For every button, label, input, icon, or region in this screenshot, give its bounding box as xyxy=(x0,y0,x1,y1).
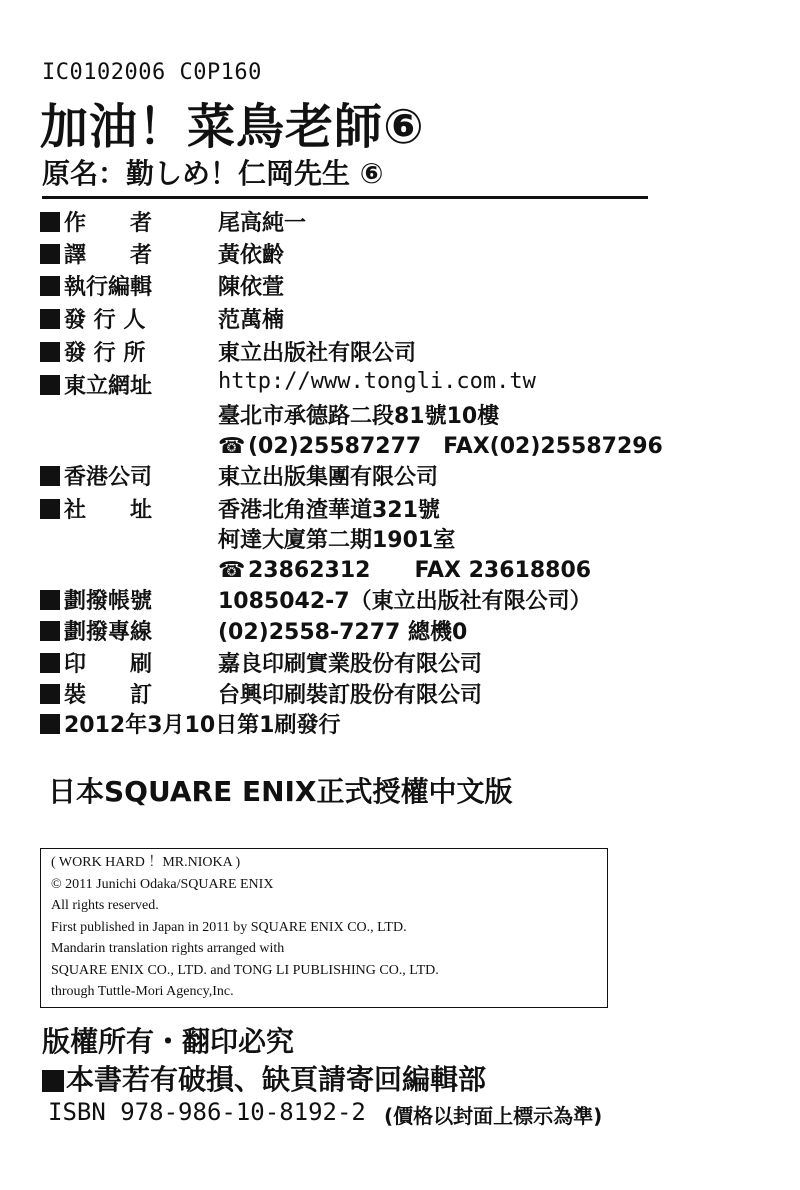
credit-label: 發 行 所 xyxy=(64,341,146,366)
credit-row-editor xyxy=(40,270,285,300)
bullet-square-icon xyxy=(42,1070,64,1092)
website-url: http://www.tongli.com.tw xyxy=(218,369,536,394)
credit-label: 印 刷 xyxy=(64,652,153,677)
credit-value: 台興印刷裝訂股份有限公司 xyxy=(218,683,483,708)
credit-value: 嘉良印刷實業股份有限公司 xyxy=(218,652,483,677)
print-date: 2012年3月10日第1刷發行 xyxy=(64,713,341,738)
copyright-line: First published in Japan in 2011 by SQUARE ENIX CO., LTD. xyxy=(51,919,407,935)
credit-label: 劃撥帳號 xyxy=(64,589,153,614)
bullet-square-icon xyxy=(40,244,60,264)
copyright-line: ( WORK HARD ！MR.NIOKA ) xyxy=(51,855,241,870)
bullet-square-icon xyxy=(40,276,60,296)
credit-value: 東立出版社有限公司 xyxy=(218,341,417,366)
credit-label: 執行編輯 xyxy=(64,275,153,300)
credit-row-publisher xyxy=(40,303,285,333)
price-note: (價格以封面上標示為準) xyxy=(384,1104,603,1128)
copyright-line: All rights reserved. xyxy=(51,898,159,913)
copyright-box xyxy=(40,848,608,1008)
credit-value: 范萬楠 xyxy=(218,308,285,333)
credit-row-website xyxy=(40,369,536,399)
product-code: IC0102006 C0P160 xyxy=(42,60,262,85)
bullet-square-icon xyxy=(40,375,60,395)
bullet-square-icon xyxy=(40,590,60,610)
credit-label: 發 行 人 xyxy=(64,308,146,333)
credit-row-hk-address xyxy=(40,493,440,523)
hk-address-line2: 柯達大廈第二期1901室 xyxy=(218,528,456,553)
credit-label: 劃撥專線 xyxy=(64,620,153,645)
bullet-square-icon xyxy=(40,714,60,734)
credit-value: 香港北角渣華道321號 xyxy=(218,498,440,523)
credit-row-postal-line xyxy=(40,615,468,645)
credit-label: 社 址 xyxy=(64,498,153,523)
original-title: 原名：勤しめ！仁岡先生 ⑥ xyxy=(42,157,384,190)
credit-value: 黃依齡 xyxy=(218,243,285,268)
credit-row-printer xyxy=(40,647,483,677)
copyright-line: SQUARE ENIX CO., LTD. and TONG LI PUBLISHING CO., LTD. xyxy=(51,962,439,978)
bullet-square-icon xyxy=(40,212,60,232)
credit-row-binding xyxy=(40,678,483,708)
credit-row-publishing-house xyxy=(40,336,417,366)
tongli-phone-row xyxy=(218,429,663,459)
copyright-line: Mandarin translation rights arranged with xyxy=(51,941,285,956)
bullet-square-icon xyxy=(40,309,60,329)
bullet-square-icon xyxy=(40,342,60,362)
credit-row-hk-company xyxy=(40,460,439,490)
authorization-notice: 日本SQUARE ENIX正式授權中文版 xyxy=(48,775,513,808)
bullet-square-icon xyxy=(40,684,60,704)
telephone-icon: ☎ xyxy=(218,558,246,583)
bullet-square-icon xyxy=(40,621,60,641)
defect-notice: 本書若有破損、缺頁請寄回編輯部 xyxy=(66,1063,487,1096)
copyright-line: © 2011 Junichi Odaka/SQUARE ENIX xyxy=(51,876,274,892)
credit-label: 香港公司 xyxy=(64,465,153,490)
tongli-phone: (02)25587277 FAX(02)25587296 xyxy=(248,434,663,459)
isbn: ISBN 978-986-10-8192-2 xyxy=(48,1098,366,1126)
copyright-line: through Tuttle-Mori Agency,Inc. xyxy=(51,984,234,999)
defect-notice-row xyxy=(42,1058,486,1098)
rights-notice: 版權所有・翻印必究 xyxy=(42,1025,295,1058)
credit-label: 東立網址 xyxy=(64,374,153,399)
tongli-address: 臺北市承德路二段81號10樓 xyxy=(218,404,500,429)
credit-value: 尾高純一 xyxy=(218,211,307,236)
credit-value: 1085042-7（東立出版社有限公司） xyxy=(218,589,592,614)
credit-label: 裝 訂 xyxy=(64,683,153,708)
bullet-square-icon xyxy=(40,466,60,486)
credit-row-translator xyxy=(40,238,285,268)
bullet-square-icon xyxy=(40,499,60,519)
bullet-square-icon xyxy=(40,653,60,673)
hk-phone: 23862312 FAX 23618806 xyxy=(248,558,592,583)
title-divider xyxy=(42,196,648,199)
credit-row-postal-account xyxy=(40,584,592,614)
book-title: 加油！菜鳥老師⑥ xyxy=(40,99,425,155)
credit-label: 譯 者 xyxy=(64,243,153,268)
credit-value: 東立出版集團有限公司 xyxy=(218,465,439,490)
credit-value: 陳依萱 xyxy=(218,275,285,300)
hk-phone-row xyxy=(218,553,591,583)
credit-label: 作 者 xyxy=(64,211,153,236)
credit-row-author xyxy=(40,206,307,236)
print-date-row xyxy=(40,708,340,739)
credit-value: (02)2558-7277 總機0 xyxy=(218,620,468,645)
telephone-icon: ☎ xyxy=(218,434,246,459)
